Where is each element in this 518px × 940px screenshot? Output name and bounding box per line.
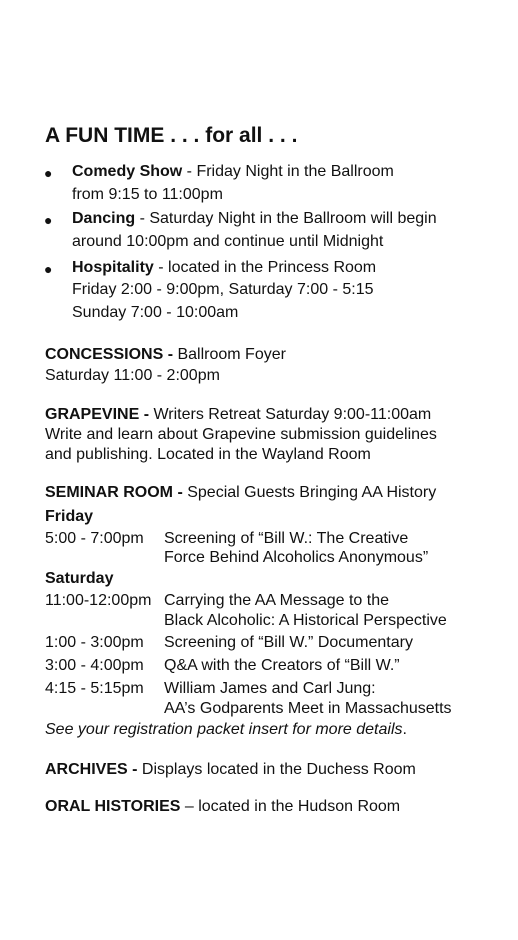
section-text: – located in the Hudson Room xyxy=(180,798,401,815)
schedule-desc: Q&A with the Creators of “Bill W.” xyxy=(164,657,400,674)
bullet-title: Comedy Show xyxy=(72,163,183,180)
registration-note xyxy=(45,720,407,740)
section-title: SEMINAR ROOM - xyxy=(45,484,188,501)
schedule-desc: Force Behind Alcoholics Anonymous” xyxy=(164,549,429,566)
page-title: A FUN TIME . . . for all . . . xyxy=(45,124,298,147)
grapevine-text: and publishing. Located in the Wayland Room xyxy=(45,446,371,463)
section-title: GRAPEVINE - xyxy=(45,406,154,423)
schedule-desc: Black Alcoholic: A Historical Perspective xyxy=(164,612,447,629)
section-text: Writers Retreat Saturday 9:00-11:00am xyxy=(153,406,432,423)
bullet-text-line: Sunday 7:00 - 10:00am xyxy=(72,304,239,321)
oral-histories-line xyxy=(45,797,400,817)
bullet-item-comedy xyxy=(72,162,394,182)
section-title: ARCHIVES - xyxy=(45,761,142,778)
section-text: Special Guests Bringing AA History xyxy=(187,484,437,501)
bullet-item-dancing xyxy=(72,209,437,229)
schedule-desc: William James and Carl Jung: xyxy=(164,680,376,697)
saturday-label: Saturday xyxy=(45,570,114,587)
bullet-title: Hospitality xyxy=(72,259,154,276)
grapevine-text: Write and learn about Grapevine submission guidelines xyxy=(45,426,437,443)
section-title: CONCESSIONS - xyxy=(45,346,178,363)
friday-label: Friday xyxy=(45,508,94,525)
note-end: . xyxy=(402,721,407,738)
schedule-desc: AA’s Godparents Meet in Massachusetts xyxy=(164,700,452,717)
schedule-time: 1:00 - 3:00pm xyxy=(45,634,144,651)
concessions-time: Saturday 11:00 - 2:00pm xyxy=(45,367,220,384)
schedule-time: 3:00 - 4:00pm xyxy=(45,657,144,674)
section-title: ORAL HISTORIES xyxy=(45,798,181,815)
bullet-text: - Friday Night in the Ballroom xyxy=(182,163,394,180)
bullet-title: Dancing xyxy=(72,210,136,227)
schedule-time: 4:15 - 5:15pm xyxy=(45,680,144,697)
section-text: Ballroom Foyer xyxy=(177,346,286,363)
concessions-line xyxy=(45,345,286,365)
schedule-desc: Carrying the AA Message to the xyxy=(164,592,390,609)
bullet-text: - Saturday Night in the Ballroom will begin xyxy=(135,210,437,227)
schedule-time: 5:00 - 7:00pm xyxy=(45,530,144,547)
section-text: Displays located in the Duchess Room xyxy=(141,761,416,778)
archives-line xyxy=(45,760,416,780)
bullet-text-line: Friday 2:00 - 9:00pm, Saturday 7:00 - 5:15 xyxy=(72,281,374,298)
bullet-text-line: from 9:15 to 11:00pm xyxy=(72,186,223,203)
bullet-item-hospitality xyxy=(72,258,376,278)
seminar-line xyxy=(45,483,436,503)
grapevine-line xyxy=(45,405,431,425)
bullet-icon: ● xyxy=(44,212,53,228)
bullet-icon: ● xyxy=(44,261,53,277)
schedule-time: 11:00-12:00pm xyxy=(45,592,152,609)
schedule-desc: Screening of “Bill W.: The Creative xyxy=(164,530,409,547)
schedule-desc: Screening of “Bill W.” Documentary xyxy=(164,634,413,651)
bullet-text: - located in the Princess Room xyxy=(153,259,377,276)
bullet-icon: ● xyxy=(44,165,53,181)
bullet-text-line: around 10:00pm and continue until Midnight xyxy=(72,233,384,250)
note-text: See your registration packet insert for more details xyxy=(45,721,403,738)
